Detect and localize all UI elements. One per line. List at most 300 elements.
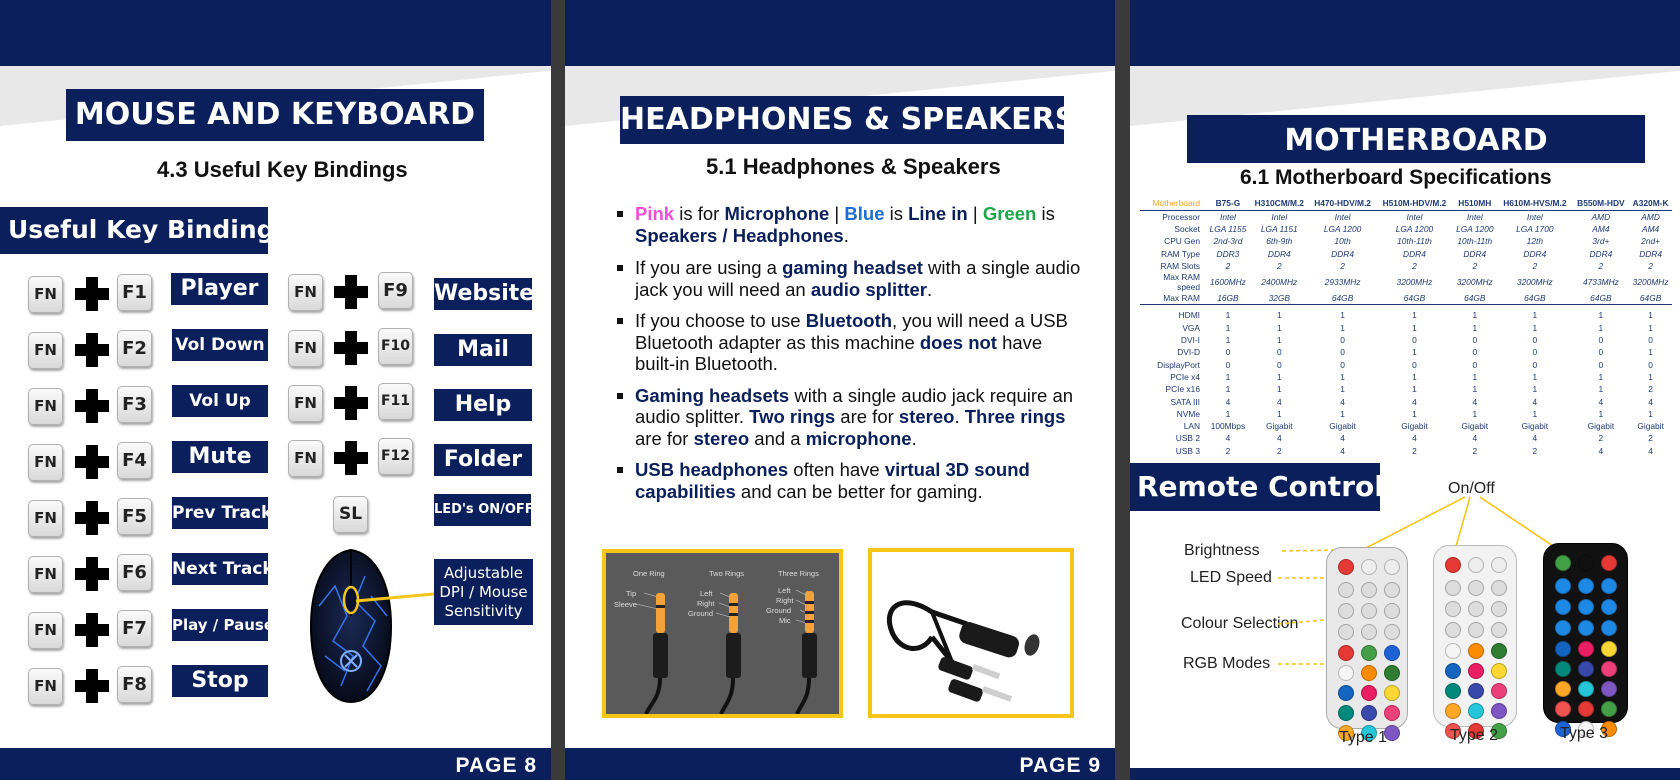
table-row <box>1140 408 1672 420</box>
table-cell: 1 <box>1532 408 1538 419</box>
table-cell: 1 <box>1598 371 1604 382</box>
table-cell: 3200MHz <box>1632 276 1669 287</box>
remote-button <box>1491 557 1507 573</box>
colour-selection-label: Colour Selection <box>1181 615 1299 632</box>
table-cell: LGA 1200 <box>1456 223 1494 234</box>
table-header-row <box>1140 196 1672 211</box>
type-1-label: Type 1 <box>1339 729 1388 746</box>
column-header: A320M-K <box>1629 196 1672 211</box>
table-cell: 100Mbps <box>1210 421 1246 432</box>
remote-button <box>1555 701 1571 717</box>
table-cell: 1 <box>1532 322 1538 333</box>
row-label: PCIe x16 <box>1165 384 1200 395</box>
function-key: F1 <box>117 274 152 311</box>
table-cell: 1 <box>1412 310 1417 321</box>
table-cell: 1 <box>1472 384 1478 395</box>
one-ring-title: One Ring <box>633 569 665 578</box>
remote-button <box>1555 555 1571 571</box>
column-header: H510MH <box>1452 196 1497 211</box>
fn-key: FN <box>288 440 323 477</box>
header-band <box>565 0 1115 66</box>
table-cell: 1 <box>1276 371 1282 382</box>
motherboard-spec-table <box>1140 196 1672 457</box>
table-cell: LGA 1151 <box>1260 223 1298 234</box>
remote-button <box>1445 580 1461 596</box>
remote-button <box>1361 685 1377 701</box>
function-key: F5 <box>117 498 152 535</box>
remote-button <box>1578 661 1594 677</box>
column-header: B75-G <box>1206 196 1250 211</box>
table-cell: LGA 1155 <box>1209 223 1247 234</box>
table-cell: 0 <box>1340 347 1345 358</box>
row-label: NVMe <box>1176 408 1200 419</box>
table-cell: DDR4 <box>1331 248 1354 259</box>
function-key: F4 <box>117 442 152 479</box>
function-key: F2 <box>117 330 152 367</box>
jack-label: Right <box>776 596 794 605</box>
table-cell: 0 <box>1532 347 1538 358</box>
table-cell: 1 <box>1340 310 1345 321</box>
remote-button <box>1578 641 1594 657</box>
bullet-item: Gaming headsets with a single audio jack require an audio splitter. Two rings are for stereo. Three rings are for stereo and a microphone. <box>615 385 1085 450</box>
table-cell: 1 <box>1340 408 1345 419</box>
remote-button <box>1578 555 1594 571</box>
table-row <box>1140 260 1672 272</box>
table-cell: 1 <box>1225 335 1231 346</box>
rgb-modes-label: RGB Modes <box>1183 655 1271 672</box>
page-number: PAGE 9 <box>1019 754 1101 777</box>
page-subtitle: 5.1 Headphones & Speakers <box>706 154 1001 179</box>
remote-button <box>1468 557 1484 573</box>
table-cell: 1 <box>1532 310 1538 321</box>
remote-button <box>1578 681 1594 697</box>
page-subtitle: 6.1 Motherboard Specifications <box>1240 166 1552 189</box>
table-cell: 4 <box>1532 433 1538 444</box>
table-cell: 0 <box>1340 335 1345 346</box>
row-label: SATA III <box>1170 396 1200 407</box>
function-key: F12 <box>378 438 413 475</box>
table-cell: 3200MHz <box>1396 276 1433 287</box>
remote-button <box>1384 705 1400 721</box>
table-cell: 64GB <box>1590 292 1612 303</box>
table-cell: 0 <box>1472 347 1478 358</box>
table-cell: 0 <box>1472 335 1478 346</box>
remote-button <box>1578 620 1594 636</box>
remote-button <box>1384 603 1400 619</box>
table-cell: Gigabit <box>1521 421 1549 432</box>
fn-key: FN <box>288 274 323 311</box>
row-label: HDMI <box>1178 310 1200 321</box>
function-key: F8 <box>117 666 152 703</box>
action-label: Stop <box>172 665 268 697</box>
table-cell: AM4 <box>1592 223 1610 234</box>
table-row <box>1140 445 1672 457</box>
table-cell: 1 <box>1276 335 1282 346</box>
remote-button <box>1491 703 1507 719</box>
plus-icon <box>75 445 109 479</box>
bullet-item: If you choose to use Bluetooth, you will need a USB Bluetooth adapter as this machine does not have built-in Bluetooth. <box>615 310 1085 375</box>
table-cell: 2 <box>1412 260 1417 271</box>
remote-button <box>1578 599 1594 615</box>
table-cell: 1 <box>1598 408 1604 419</box>
table-row <box>1140 235 1672 247</box>
table-cell: 4 <box>1276 396 1282 407</box>
action-label: Mute <box>172 441 268 473</box>
table-cell: 2 <box>1598 260 1604 271</box>
function-key: F7 <box>117 610 152 647</box>
table-cell: DDR3 <box>1216 248 1240 259</box>
table-cell: 1 <box>1648 310 1653 321</box>
table-row <box>1140 211 1672 223</box>
remote-button <box>1361 665 1377 681</box>
table-cell: 2 <box>1225 260 1231 271</box>
row-label: USB 3 <box>1175 445 1200 456</box>
plus-icon <box>75 501 109 535</box>
table-cell: 1 <box>1648 347 1653 358</box>
row-label: USB 2 <box>1175 433 1200 444</box>
remote-button <box>1468 663 1484 679</box>
remote-button <box>1555 681 1571 697</box>
table-row <box>1140 420 1672 432</box>
remote-control-heading: Remote Control <box>1130 463 1380 511</box>
remote-button <box>1555 578 1571 594</box>
table-cell: 1 <box>1648 371 1653 382</box>
row-label: Socket <box>1174 223 1200 234</box>
row-label: Max RAM speed <box>1163 271 1200 292</box>
table-cell: 1 <box>1412 384 1417 395</box>
remote-button <box>1361 705 1377 721</box>
plus-icon <box>75 333 109 367</box>
table-cell: 4 <box>1340 433 1345 444</box>
row-label: LAN <box>1183 421 1200 432</box>
table-cell: LGA 1200 <box>1323 223 1362 234</box>
table-cell: 1 <box>1276 384 1282 395</box>
table-cell: LGA 1700 <box>1516 223 1554 234</box>
table-cell: Intel <box>1466 211 1483 222</box>
table-cell: 1 <box>1472 408 1478 419</box>
table-cell: 1 <box>1472 371 1478 382</box>
table-row <box>1140 383 1672 395</box>
table-cell: 64GB <box>1331 292 1354 303</box>
table-cell: Intel <box>1220 211 1236 222</box>
table-cell: 32GB <box>1268 292 1290 303</box>
table-cell: 2933MHz <box>1324 276 1361 287</box>
table-cell: Intel <box>1334 211 1351 222</box>
table-cell: 3200MHz <box>1516 276 1553 287</box>
table-cell: Gigabit <box>1329 421 1356 432</box>
table-cell: 6th-9th <box>1266 236 1293 247</box>
table-cell: 4733MHz <box>1582 276 1619 287</box>
table-cell: 0 <box>1412 335 1417 346</box>
plus-icon <box>75 669 109 703</box>
table-cell: 0 <box>1412 359 1417 370</box>
table-cell: 3200MHz <box>1456 276 1493 287</box>
table-cell: 2 <box>1276 260 1282 271</box>
plus-icon <box>75 277 109 311</box>
action-label: Player <box>171 273 268 305</box>
table-cell: 0 <box>1276 359 1282 370</box>
table-cell: 64GB <box>1403 292 1426 303</box>
fn-key: FN <box>28 276 63 313</box>
plus-icon <box>75 557 109 591</box>
table-cell: 4 <box>1598 445 1604 456</box>
remote-button <box>1578 578 1594 594</box>
mouse-icon <box>305 546 397 706</box>
fn-key: FN <box>28 556 63 593</box>
table-cell: 64GB <box>1524 292 1546 303</box>
table-cell: 2 <box>1532 260 1538 271</box>
remote-button <box>1384 645 1400 661</box>
page-title: MOTHERBOARD <box>1187 115 1645 163</box>
table-row <box>1140 371 1672 383</box>
row-label: DVI-D <box>1177 347 1200 358</box>
remote-button <box>1338 624 1354 640</box>
page-subtitle: 4.3 Useful Key Bindings <box>157 157 408 182</box>
table-cell: 0 <box>1225 347 1231 358</box>
jack-label: Ground <box>766 606 792 615</box>
table-cell: 10th <box>1334 236 1351 247</box>
remote-button <box>1601 555 1617 571</box>
column-header: H610M-HVS/M.2 <box>1497 196 1572 211</box>
remote-button <box>1555 620 1571 636</box>
table-cell: 2 <box>1340 260 1345 271</box>
function-key: F11 <box>378 383 413 420</box>
remote-button <box>1601 620 1617 636</box>
remote-button <box>1338 665 1354 681</box>
type-3-label: Type 3 <box>1560 725 1609 742</box>
plus-icon <box>334 386 368 420</box>
remote-button <box>1338 559 1354 575</box>
table-row <box>1140 395 1672 407</box>
remote-button <box>1338 603 1354 619</box>
row-label: VGA <box>1182 322 1200 333</box>
row-label: DVI-I <box>1180 335 1200 346</box>
table-cell: 1 <box>1532 371 1538 382</box>
table-cell: 2 <box>1648 433 1653 444</box>
table-cell: 0 <box>1276 347 1282 358</box>
remote-button <box>1555 661 1571 677</box>
remote-button <box>1601 641 1617 657</box>
table-cell: 1 <box>1412 322 1417 333</box>
table-cell: 4 <box>1412 396 1417 407</box>
table-cell: 4 <box>1225 396 1231 407</box>
table-cell: DDR4 <box>1463 248 1487 259</box>
fn-key: FN <box>288 385 323 422</box>
table-corner: Motherboard <box>1140 196 1206 211</box>
fn-key: FN <box>28 612 63 649</box>
remote-button <box>1445 663 1461 679</box>
bullet-item: If you are using a gaming headset with a single audio jack you will need an audio splitter. <box>615 257 1085 300</box>
jack-label: Tip <box>626 589 637 598</box>
action-label: Play / Pause <box>172 609 268 641</box>
jack-label: Sleeve <box>614 600 637 609</box>
table-cell: 0 <box>1225 359 1231 370</box>
table-cell: 10th-11th <box>1457 236 1493 247</box>
table-cell: 2nd-3rd <box>1213 236 1243 247</box>
table-cell: 1 <box>1225 322 1231 333</box>
footer-band <box>1130 768 1680 780</box>
table-cell: 12th <box>1526 236 1543 247</box>
table-cell: Gigabit <box>1587 421 1615 432</box>
jack-label: Left <box>778 586 791 595</box>
function-key: F3 <box>117 386 152 423</box>
table-cell: 1 <box>1225 408 1231 419</box>
action-label: Vol Up <box>172 385 268 417</box>
remote-button <box>1338 685 1354 701</box>
table-cell: 4 <box>1648 396 1653 407</box>
sl-key: SL <box>333 496 368 533</box>
table-row <box>1140 272 1672 292</box>
remote-button <box>1361 582 1377 598</box>
bullet-item: Pink is for Microphone | Blue is Line in | Green is Speakers / Headphones. <box>615 203 1085 246</box>
plus-icon <box>334 331 368 365</box>
table-cell: Intel <box>1526 211 1543 222</box>
page-title: MOUSE AND KEYBOARD <box>66 89 484 141</box>
table-cell: 4 <box>1532 396 1538 407</box>
audio-splitter-image <box>868 548 1074 718</box>
column-header: B550M-HDV <box>1573 196 1630 211</box>
table-cell: 1 <box>1598 322 1604 333</box>
jack-label: Right <box>697 599 715 608</box>
dpi-label: Adjustable DPI / Mouse Sensitivity <box>434 559 533 625</box>
jack-label: Ground <box>688 609 714 618</box>
table-cell: LGA 1200 <box>1395 223 1434 234</box>
table-cell: 0 <box>1598 335 1604 346</box>
jack-label: Left <box>700 589 713 598</box>
action-label: Next Track <box>172 553 268 585</box>
table-cell: 2 <box>1532 445 1538 456</box>
remote-button <box>1445 622 1461 638</box>
remote-button <box>1384 559 1400 575</box>
table-cell: 1 <box>1225 384 1231 395</box>
table-cell: AMD <box>1591 211 1611 222</box>
plus-icon <box>334 275 368 309</box>
table-cell: 1 <box>1340 322 1345 333</box>
table-cell: 0 <box>1340 359 1345 370</box>
table-cell: 2 <box>1598 433 1604 444</box>
table-cell: 4 <box>1412 433 1417 444</box>
table-cell: 2nd+ <box>1641 236 1661 247</box>
row-label: PCIe x4 <box>1170 371 1200 382</box>
table-cell: 4 <box>1225 433 1231 444</box>
table-cell: AMD <box>1641 211 1660 222</box>
table-cell: 1 <box>1598 384 1604 395</box>
table-cell: DDR4 <box>1523 248 1547 259</box>
table-cell: 4 <box>1648 445 1653 456</box>
remote-button <box>1468 601 1484 617</box>
plus-icon <box>75 389 109 423</box>
function-key: F9 <box>378 272 413 309</box>
table-row <box>1140 309 1672 321</box>
table-cell: 2400MHz <box>1261 276 1298 287</box>
sl-action: LED's ON/OFF <box>434 494 531 526</box>
remote-button <box>1491 601 1507 617</box>
brightness-label: Brightness <box>1184 542 1260 559</box>
table-cell: 1 <box>1532 384 1538 395</box>
action-label: Folder <box>434 444 532 476</box>
fn-key: FN <box>288 330 323 367</box>
table-cell: 2 <box>1648 384 1653 395</box>
remote-button <box>1578 701 1594 717</box>
table-cell: 1 <box>1412 347 1417 358</box>
remote-button <box>1491 643 1507 659</box>
section-heading: Useful Key Bindings <box>0 207 268 254</box>
table-cell: 2 <box>1276 445 1282 456</box>
page-8 <box>0 0 551 780</box>
footer-band <box>565 748 1115 780</box>
remote-button <box>1445 601 1461 617</box>
table-cell: 1 <box>1225 371 1231 382</box>
table-cell: 1 <box>1648 322 1653 333</box>
footer-band <box>0 748 551 780</box>
column-header: H310CM/M.2 <box>1250 196 1309 211</box>
table-cell: 2 <box>1472 260 1478 271</box>
remote-button <box>1445 557 1461 573</box>
table-cell: 64GB <box>1639 292 1662 303</box>
table-cell: 0 <box>1532 335 1538 346</box>
table-row <box>1140 292 1672 304</box>
remote-button <box>1468 683 1484 699</box>
remote-button <box>1468 703 1484 719</box>
remote-button <box>1468 580 1484 596</box>
page-10 <box>1130 0 1680 780</box>
table-cell: 10th-11th <box>1397 236 1432 247</box>
table-cell: Gigabit <box>1637 421 1664 432</box>
page-number: PAGE 8 <box>455 754 537 777</box>
table-cell: DDR4 <box>1639 248 1662 259</box>
remote-button <box>1445 703 1461 719</box>
remote-button <box>1338 705 1354 721</box>
table-cell: Intel <box>1406 211 1423 222</box>
fn-key: FN <box>28 388 63 425</box>
table-row <box>1140 346 1672 358</box>
table-cell: 0 <box>1648 359 1653 370</box>
table-cell: 1 <box>1276 322 1282 333</box>
remote-button <box>1491 580 1507 596</box>
onoff-label: On/Off <box>1448 480 1495 497</box>
table-row <box>1140 223 1672 235</box>
header-band <box>0 0 551 66</box>
type-2-label: Type 2 <box>1450 727 1499 744</box>
action-label: Help <box>434 389 532 421</box>
header-band <box>1130 0 1680 66</box>
table-cell: 64GB <box>1464 292 1486 303</box>
table-cell: AM4 <box>1641 223 1660 234</box>
table-cell: 1 <box>1472 310 1478 321</box>
splitter-cable-icon <box>872 552 1070 714</box>
two-rings-title: Two Rings <box>709 569 745 578</box>
bullet-item: USB headphones often have virtual 3D sound capabilities and can be better for gaming. <box>615 459 1085 502</box>
table-cell: DDR4 <box>1589 248 1613 259</box>
three-rings-title: Three Rings <box>778 569 819 578</box>
remote-button <box>1384 582 1400 598</box>
remote-button <box>1361 603 1377 619</box>
table-cell: 4 <box>1276 433 1282 444</box>
remote-button <box>1601 701 1617 717</box>
led-speed-label: LED Speed <box>1190 569 1272 586</box>
table-cell: 2 <box>1412 445 1417 456</box>
column-header: H510M-HDV/M.2 <box>1376 196 1452 211</box>
remote-button <box>1445 643 1461 659</box>
table-cell: 1 <box>1412 408 1417 419</box>
table-cell: 2 <box>1472 445 1478 456</box>
table-cell: 4 <box>1340 445 1345 456</box>
remote-button <box>1601 599 1617 615</box>
table-cell: 1 <box>1598 310 1604 321</box>
fn-key: FN <box>28 500 63 537</box>
table-cell: 0 <box>1598 359 1604 370</box>
table-cell: 4 <box>1340 396 1345 407</box>
